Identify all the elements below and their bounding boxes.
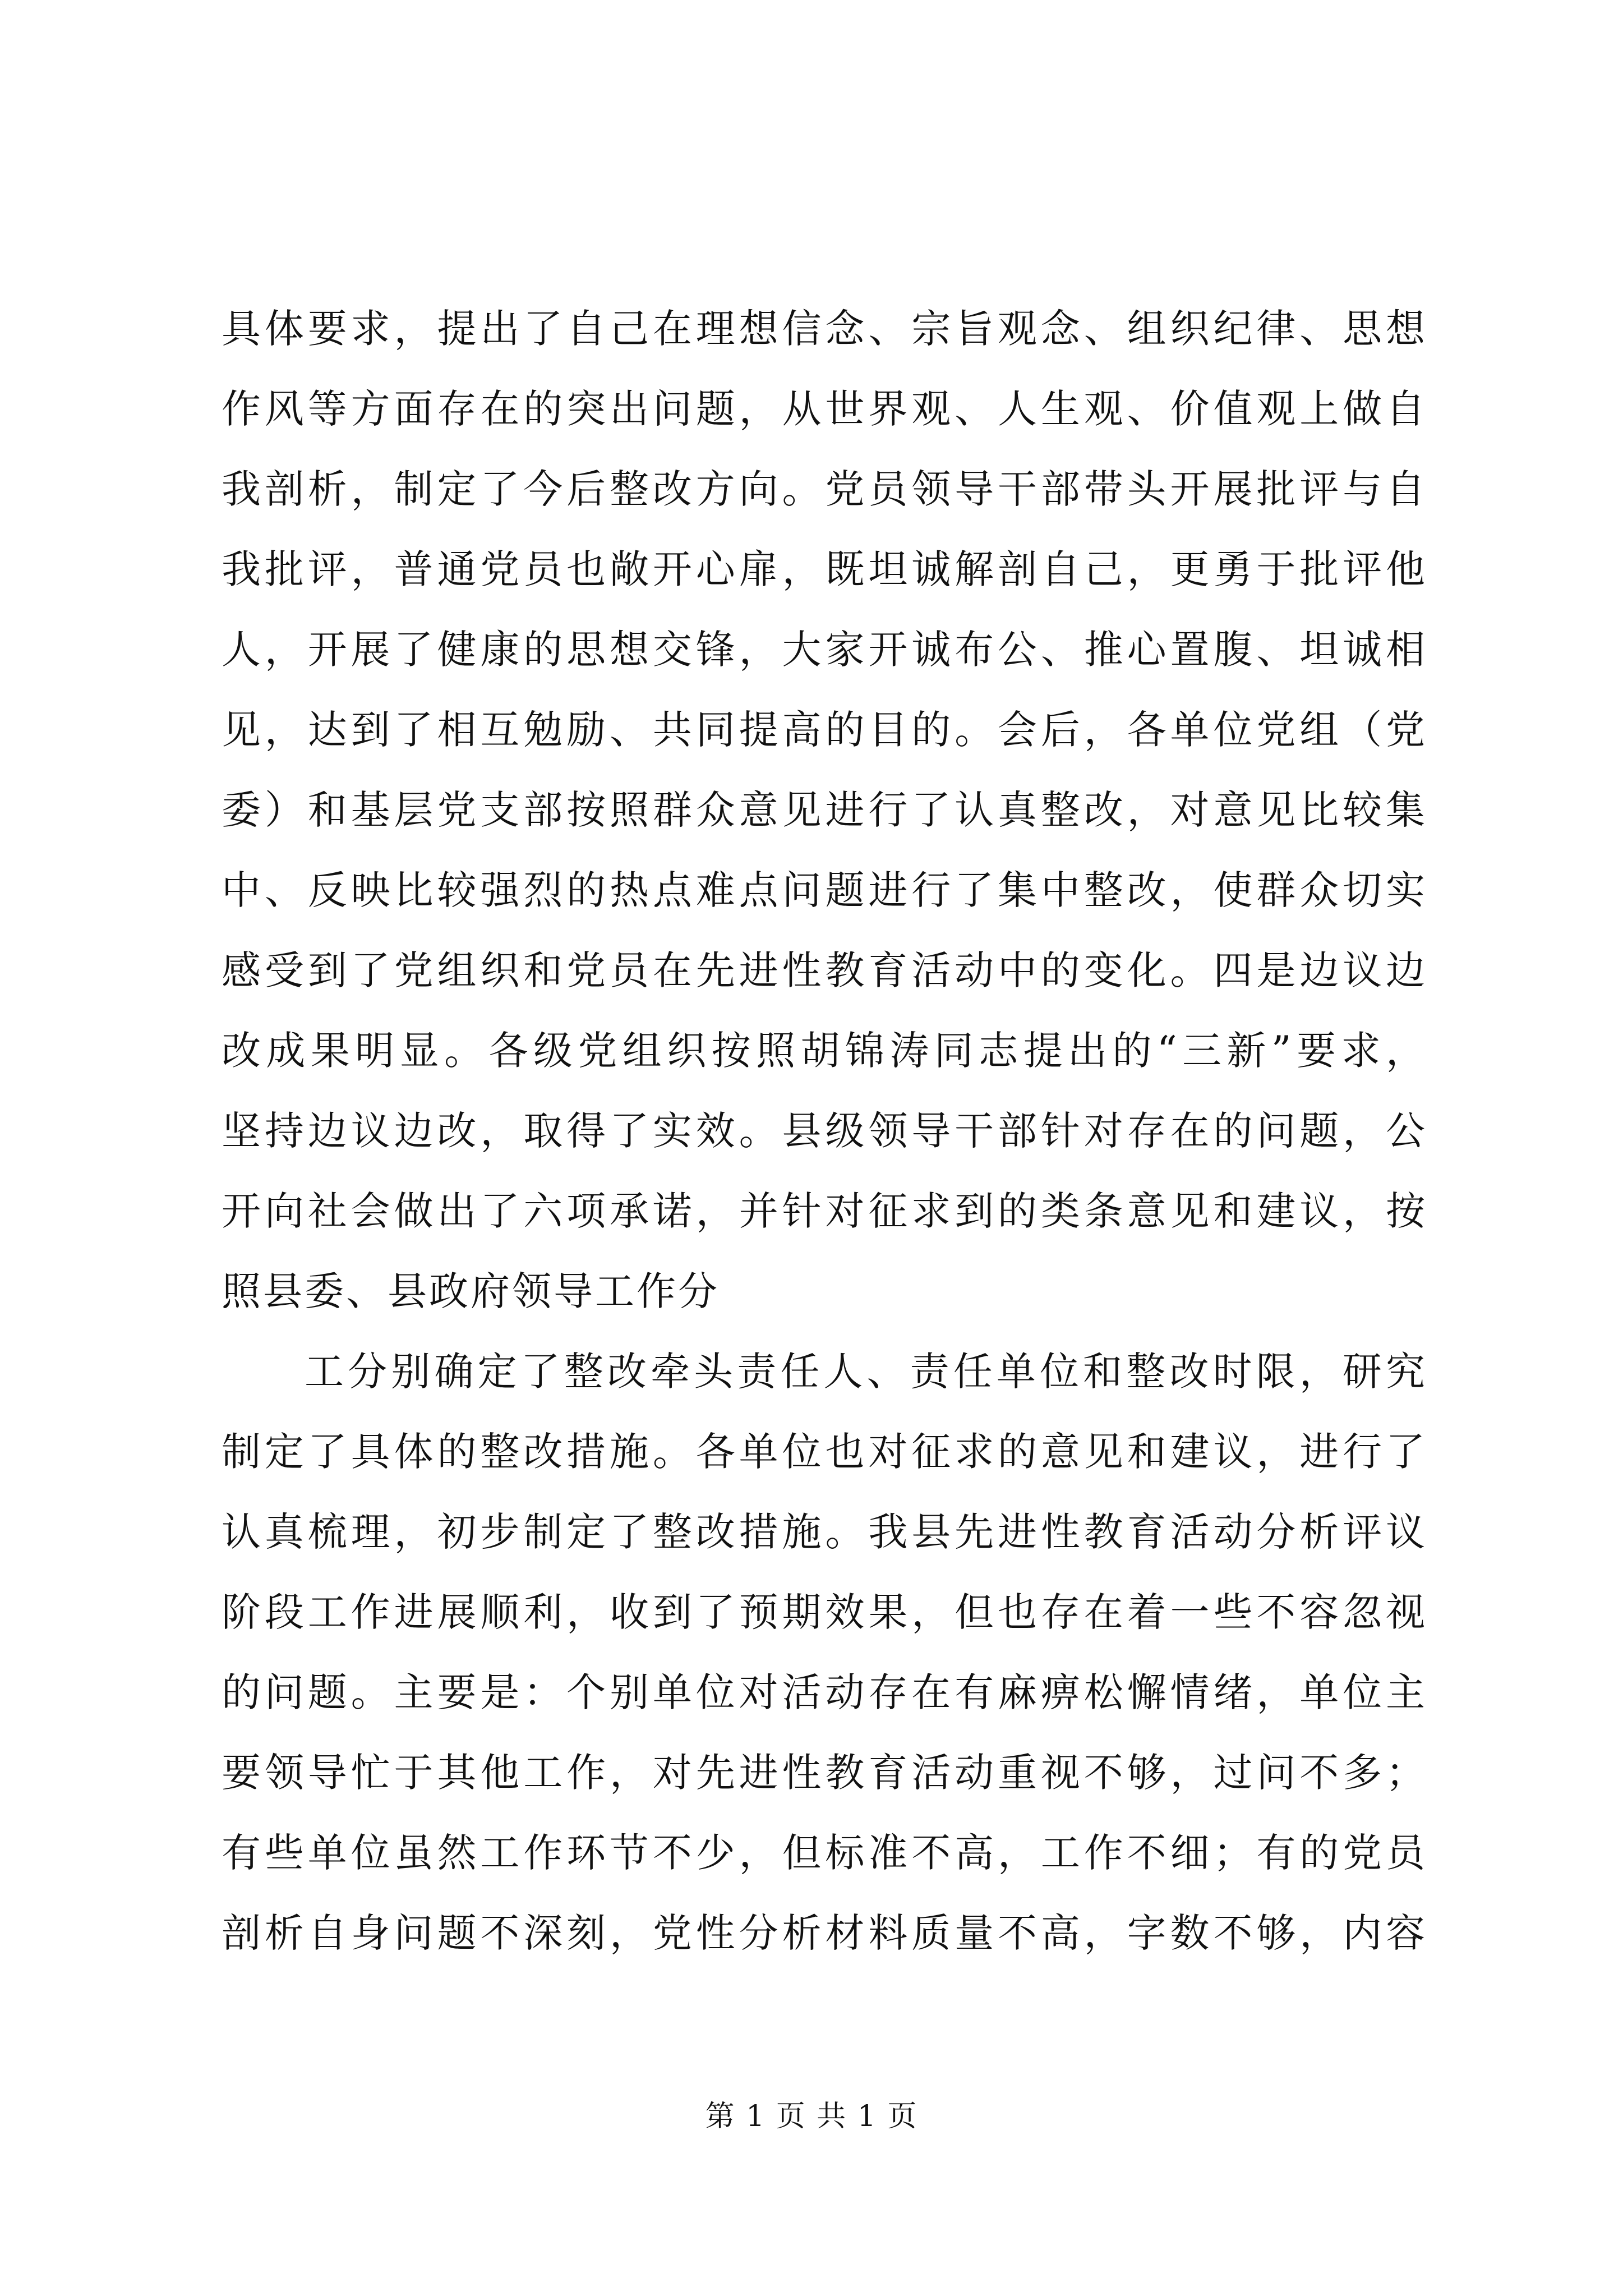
text-line: 具体要求，提出了自己在理想信念、宗旨观念、组织纪律、思想	[222, 306, 1427, 352]
paragraph-first-line: 工分别确定了整改牵头责任人、责任单位和整改时限，研究	[305, 1349, 1427, 1395]
text-line: 我批评，普通党员也敞开心扉，既坦诚解剖自己，更勇于批评他	[222, 546, 1427, 592]
page-number: 第 1 页 共 1 页	[705, 2100, 918, 2133]
text-line: 见，达到了相互勉励、共同提高的目的。会后，各单位党组（党	[222, 707, 1427, 753]
text-line: 作风等方面存在的突出问题，从世界观、人生观、价值观上做自	[222, 386, 1427, 432]
text-line: 坚持边议边改，取得了实效。县级领导干部针对存在的问题，公	[222, 1108, 1427, 1154]
text-line: 改成果明显。各级党组织按照胡锦涛同志提出的“三新”要求，	[222, 1028, 1427, 1074]
text-line: 开向社会做出了六项承诺，并针对征求到的类条意见和建议，按	[222, 1188, 1427, 1234]
text-line: 委）和基层党支部按照群众意见进行了认真整改，对意见比较集	[222, 787, 1427, 833]
body-text	[222, 289, 1427, 1973]
text-line: 照县委、县政府领导工作分	[222, 1268, 720, 1314]
text-line: 中、反映比较强烈的热点难点问题进行了集中整改，使群众切实	[222, 867, 1427, 913]
text-line: 的问题。主要是：个别单位对活动存在有麻痹松懈情绪，单位主	[222, 1669, 1427, 1715]
text-line: 认真梳理，初步制定了整改措施。我县先进性教育活动分析评议	[222, 1509, 1427, 1555]
text-line: 要领导忙于其他工作，对先进性教育活动重视不够，过问不多；	[222, 1750, 1427, 1796]
page-footer	[0, 2097, 1623, 2136]
text-line: 制定了具体的整改措施。各单位也对征求的意见和建议，进行了	[222, 1429, 1427, 1475]
text-line: 有些单位虽然工作环节不少，但标准不高，工作不细；有的党员	[222, 1830, 1427, 1876]
text-line: 剖析自身问题不深刻，党性分析材料质量不高，字数不够，内容	[222, 1910, 1427, 1956]
text-line: 我剖析，制定了今后整改方向。党员领导干部带头开展批评与自	[222, 466, 1427, 512]
text-line: 阶段工作进展顺利，收到了预期效果，但也存在着一些不容忽视	[222, 1589, 1427, 1635]
text-line: 人，开展了健康的思想交锋，大家开诚布公、推心置腹、坦诚相	[222, 627, 1427, 673]
text-line: 感受到了党组织和党员在先进性教育活动中的变化。四是边议边	[222, 947, 1427, 993]
